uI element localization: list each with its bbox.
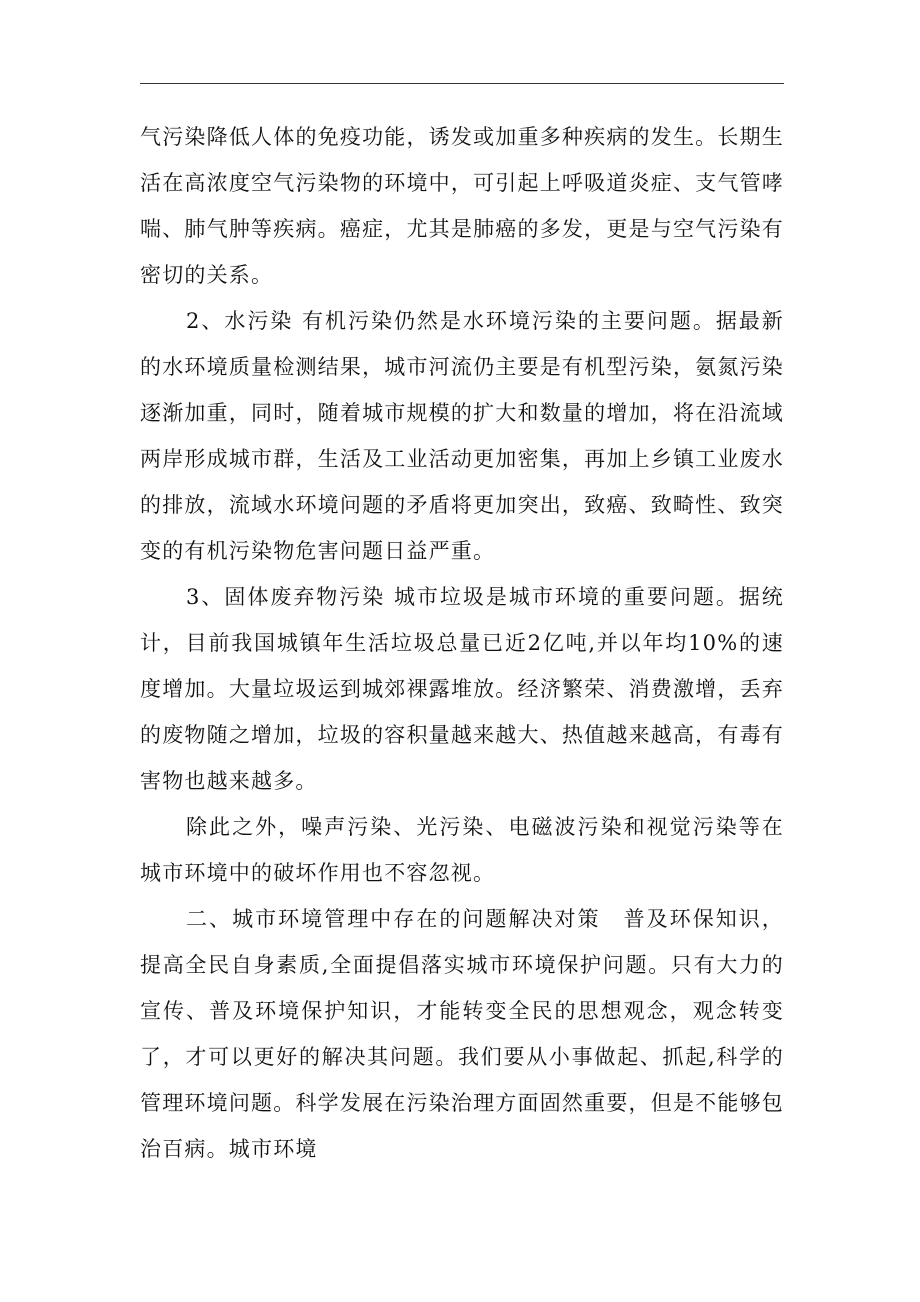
header-rule [140, 83, 784, 84]
paragraph-management-countermeasures: 二、城市环境管理中存在的问题解决对策 普及环保知识，提高全民自身素质,全面提倡落实城市环境保护问题。只有大力的宣传、普及环境保护知识，才能转变全民的思想观念，观念转变了，才可以更好的解决其问题。我们要从小事做起、抓起,科学的管理环境问题。科学发展在污染治理方面固然重要，但是不能够包治百病。城市环境 [140, 907, 784, 1161]
paragraph-solid-waste-pollution: 3、固体废弃物污染 城市垃圾是城市环境的重要问题。据统计，目前我国城镇年生活垃圾总量已近2亿吨,并以年均10%的速度增加。大量垃圾运到城郊裸露堆放。经济繁荣、消费激增，丢弃的废物随之增加，垃圾的容积量越来越大、热值越来越高，有毒有害物也越来越多。 [140, 585, 784, 793]
document-body [140, 114, 784, 1172]
paragraph-water-pollution: 2、水污染 有机污染仍然是水环境污染的主要问题。据最新的水环境质量检测结果，城市河流仍主要是有机型污染，氨氮污染逐渐加重，同时，随着城市规模的扩大和数量的增加，将在沿流域两岸形成城市群，生活及工业活动更加密集，再加上乡镇工业废水的排放，流域水环境问题的矛盾将更加突出，致癌、致畸性、致突变的有机污染物危害问题日益严重。 [140, 309, 784, 563]
paragraph-other-pollution: 除此之外，噪声污染、光污染、电磁波污染和视觉污染等在城市环境中的破坏作用也不容忽视。 [140, 815, 784, 885]
paragraph-air-pollution-continued: 气污染降低人体的免疫功能，诱发或加重多种疾病的发生。长期生活在高浓度空气污染物的环境中，可引起上呼吸道炎症、支气管哮喘、肺气肿等疾病。癌症，尤其是肺癌的多发，更是与空气污染有密切的关系。 [140, 125, 784, 287]
